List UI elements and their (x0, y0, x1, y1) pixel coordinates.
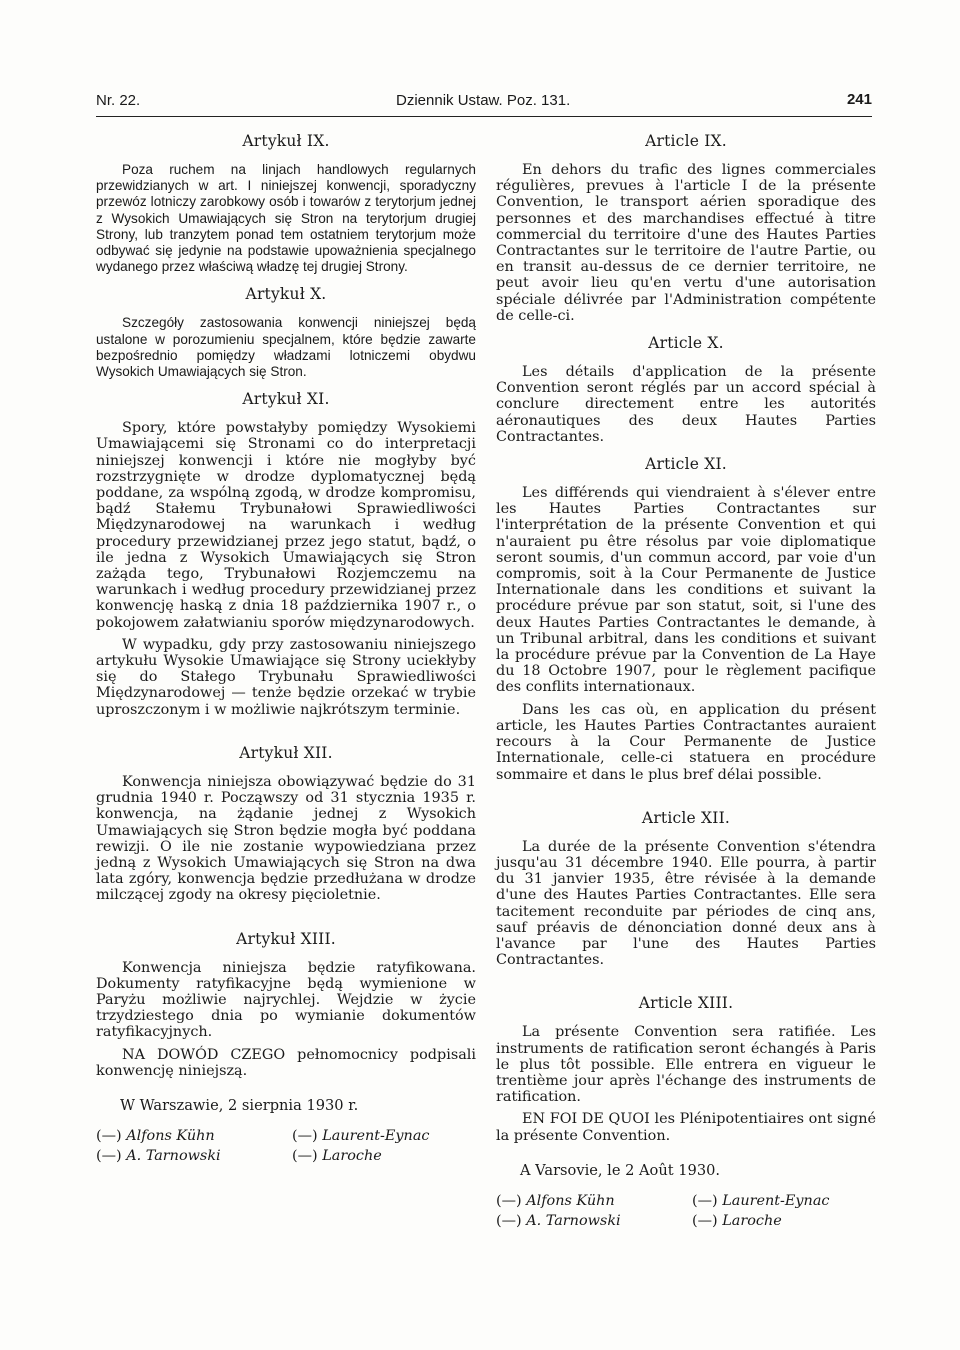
signature-block (496, 1193, 876, 1229)
article-paragraph: Konwencja niniejsza obowiązywać będzie do 31 grudnia 1940 r. Począwszy od 31 stycznia 1935 r. konwencja, na żądanie jednej z Wysokich Umawiających się Stron będzie mogła być poddana rewizji. O ile nie zostanie wypowiedziana przez jedną z Wysokich Umawiających się Stron na dwa lata zgóry, konwencja będzie przedłużana w drodze milczącej zgody na okresy pięcioletnie. (96, 773, 476, 904)
french-column (496, 122, 876, 1229)
signature: (—) Alfons Kühn (96, 1127, 215, 1144)
article-heading: Article XII. (641, 808, 731, 827)
article-paragraph: Dans les cas où, en application du présent article, les Hautes Parties Contractantes auraient recours à la Cour Permanente de Justice Internationale, celle-ci statuera en procédure sommaire et dans le plus bref délai possible. (496, 701, 876, 783)
article-paragraph: Konwencja niniejsza będzie ratyfikowana. Dokumenty ratyfikacyjne będą wymienione w Paryżu możliwie najrychlej. Wejdzie w życie trzydziestego dnia po wymianie dokumentów ratyfikacyjnych. (96, 959, 476, 1041)
signature: (—) A. Tarnowski (496, 1212, 621, 1229)
article-heading: Artykuł XIII. (236, 929, 336, 948)
article-paragraph: Les détails d'application de la présente Convention seront réglés par un accord spécial à conclure directement entre les autorités aéronautiques des deux Hautes Parties Contractantes. (496, 364, 876, 445)
signature: (—) Laurent-Eynac (292, 1127, 430, 1144)
article-paragraph: Poza ruchem na linjach handlowych regularnych przewidzianych w art. I niniejszej konwencji, sporadyczny przewóz lotniczy zarobkowy osób i towarów z terytorjum jednej z Wysokich Umawiających się Stron na terytorjum drugiej Strony, lub tranzytem ponad tem ostatniem terytorjum może odbywać się jedynie na podstawie upoważnienia specjalnego wydanego przez właściwą władzę tej drugiej Strony. (96, 162, 476, 275)
article-paragraph: Spory, które powstałyby pomiędzy Wysokiemi Umawiającemi się Stronami co do interpretacji niniejszej konwencji i które nie mogłyby być rozstrzygnięte w drodze dyplomatycznej będą poddane, za wspólną zgodą, w drodze kompromisu, bądź Stałemu Trybunałowi Sprawiedliwości Międzynarodowej na warunkach i według procedury przewidzianej przez jego statut, bądź, o ile jedna z Wysokich Umawiających się Stron zażąda tego, Trybunałowi Rozjemczemu na warunkach i według procedury przewidzianej przez konwencję haską z dnia 18 października 1907 r., o pokojowem załatwianiu sporów międzynarodowych. (96, 420, 476, 631)
article-paragraph: Szczegóły zastosowania konwencji niniejszej będą ustalone w porozumieniu specjalnem, które będzie zawarte bezpośrednio pomiędzy władzami lotniczemi obydwu Wysokich Umawiających się Stron. (96, 315, 476, 380)
article-paragraph: EN FOI DE QUOI les Plénipotentiaires ont signé la présente Convention. (496, 1111, 876, 1144)
article-heading: Article XIII. (638, 994, 734, 1013)
article-heading: Article X. (648, 334, 724, 353)
signature: (—) Laroche (292, 1147, 382, 1164)
article-paragraph: Les différends qui viendraient à s'élever entre les Hautes Parties Contractantes sur l'interprétation de la présente Convention et qui n'auraient pu être résolus par voie diplomatique seront soumis, d'un commun accord, par voie d'un compromis, soit à la Cour Permanente de Justice Internationale dans les conditions et suivant la procédure prévue par son statut, soit, si l'une des deux Hautes Parties Contractantes le demande, à un Tribunal arbitral, dans les conditions et suivant la procédure prévue par la Convention de La Haye du 18 Octobre 1907, pour le règlement pacifique des conflits internationaux. (496, 485, 876, 696)
article-paragraph: La présente Convention sera ratifiée. Les instruments de ratification seront échangés à Paris le plus tôt possible. Elle entrera en vigueur le trentième jour après l'échange des instruments de ratification. (496, 1024, 876, 1106)
article-heading: Artykuł X. (245, 285, 327, 304)
article-heading: Article XI. (645, 455, 727, 474)
article-paragraph: La durée de la présente Convention s'étendra jusqu'au 31 décembre 1940. Elle pourra, à partir du 31 janvier 1935, être révisée à la demande d'une des Hautes Parties Contractantes. Elle sera tacitement reconduite par périodes de cinq ans, sauf préavis de dénonciation donné deux ans à l'avance par l'une des Hautes Parties Contractantes. (496, 838, 876, 969)
article-heading: Artykuł XI. (242, 390, 330, 409)
polish-column (96, 122, 476, 1164)
signature: (—) Laurent-Eynac (692, 1192, 830, 1209)
article-heading: Article IX. (645, 132, 727, 150)
page-header (96, 88, 872, 117)
article-paragraph: W wypadku, gdy przy zastosowaniu niniejszego artykułu Wysokie Umawiające się Strony uciekłyby się do Stałego Trybunału Sprawiedliwości Międzynarodowej — tenże będzie orzekać w trybie uproszczonym i w możliwie najkrótszym terminie. (96, 636, 476, 718)
journal-reference: Dziennik Ustaw. Poz. 131. (396, 92, 571, 109)
page-number: 241 (846, 91, 872, 108)
signature: (—) Laroche (692, 1212, 782, 1229)
article-paragraph: En dehors du trafic des lignes commerciales régulières, prevues à l'article I de la présente Convention, le transport aérien sporadique des personnes et des marchandises effectué à titre commercial du territoire d'une des Hautes Parties Contractantes sur le territoire de l'autre Partie, ou en transit au-dessus de ce dernier territoire, ne peut avoir lieu qu'en vertu d'une autorisation spéciale délivrée par l'Administration compétente de celle-ci. (496, 162, 876, 324)
signature-block (96, 1128, 476, 1164)
article-paragraph: NA DOWÓD CZEGO pełnomocnicy podpisali konwencję niniejszą. (96, 1046, 476, 1079)
place-and-date: A Varsovie, le 2 Août 1930. (520, 1161, 721, 1179)
place-and-date: W Warszawie, 2 sierpnia 1930 r. (120, 1096, 359, 1114)
article-heading: Artykuł IX. (242, 132, 330, 150)
signature: (—) A. Tarnowski (96, 1147, 221, 1164)
signature: (—) Alfons Kühn (496, 1192, 615, 1209)
article-heading: Artykuł XII. (239, 743, 333, 762)
issue-number: Nr. 22. (96, 92, 141, 109)
